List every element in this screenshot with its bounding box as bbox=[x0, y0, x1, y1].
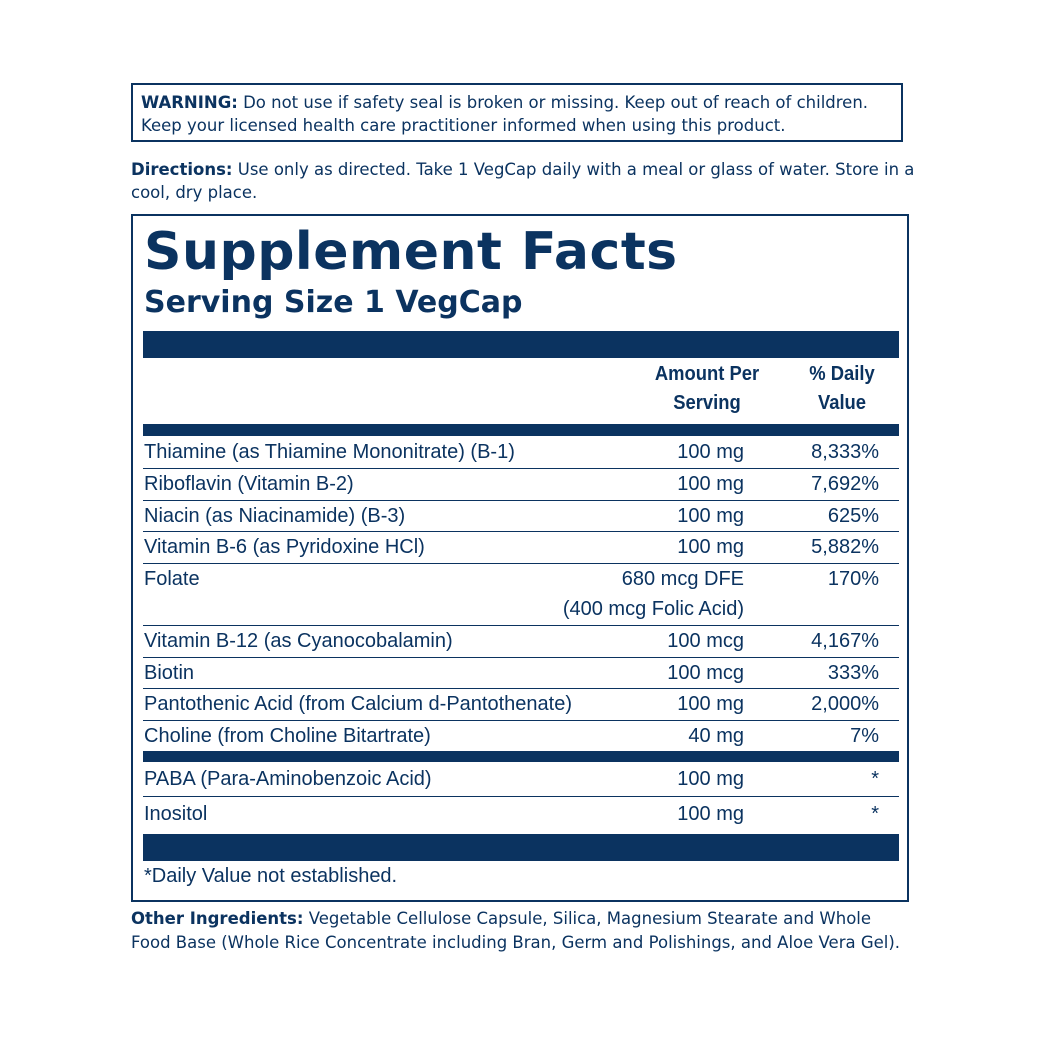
directions-label: Directions: bbox=[131, 160, 233, 179]
column-header-dv-line2: Value bbox=[817, 392, 867, 414]
nutrient-daily-value: 7,692% bbox=[811, 473, 879, 495]
column-header-amount bbox=[646, 360, 767, 418]
nutrient-daily-value: 625% bbox=[827, 505, 879, 527]
table-row bbox=[143, 437, 899, 469]
nutrient-amount: 100 mg bbox=[677, 505, 744, 527]
nutrient-name: Niacin (as Niacinamide) (B-3) bbox=[144, 505, 406, 527]
table-row bbox=[143, 626, 899, 658]
nutrient-name: Thiamine (as Thiamine Mononitrate) (B-1) bbox=[144, 441, 515, 463]
nutrient-amount: 100 mg bbox=[677, 441, 744, 463]
directions-text: Use only as directed. Take 1 VegCap daily with a meal or glass of water. Store in a cool, dry place. bbox=[131, 160, 915, 202]
nutrient-name: Riboflavin (Vitamin B-2) bbox=[144, 473, 354, 495]
other-ingredients-label: Other Ingredients: bbox=[131, 909, 304, 928]
thick-divider-header bbox=[143, 424, 899, 436]
nutrient-amount: 100 mcg bbox=[667, 630, 744, 652]
nutrient-amount: 100 mg bbox=[677, 473, 744, 495]
table-row bbox=[143, 658, 899, 689]
other-ingredients-text: Vegetable Cellulose Capsule, Silica, Magnesium Stearate and Whole Food Base (Whole Rice Concentrate including Bran, Germ and Polishings, and Aloe Vera Gel). bbox=[131, 909, 901, 952]
column-header-amount-line2: Serving bbox=[673, 392, 741, 414]
table-row bbox=[143, 501, 899, 532]
table-row bbox=[143, 762, 899, 797]
other-ingredients bbox=[131, 907, 911, 955]
nutrient-name: Pantothenic Acid (from Calcium d-Pantothenate) bbox=[144, 693, 572, 715]
nutrient-name: Choline (from Choline Bitartrate) bbox=[144, 725, 431, 747]
table-row bbox=[143, 721, 899, 751]
warning-text: Do not use if safety seal is broken or missing. Keep out of reach of children. Keep your licensed health care practitioner informed when using this product. bbox=[141, 93, 869, 135]
thick-divider-top bbox=[143, 331, 899, 358]
facts-title: Supplement Facts bbox=[144, 222, 678, 282]
nutrient-daily-value: 333% bbox=[827, 662, 879, 684]
nutrient-daily-value: 4,167% bbox=[811, 630, 879, 652]
warning-label: WARNING: bbox=[141, 93, 238, 112]
column-header-amount-line1: Amount Per bbox=[654, 363, 760, 385]
column-header-dv-line1: % Daily bbox=[809, 363, 875, 385]
nutrient-daily-value: 7% bbox=[850, 725, 879, 747]
table-row bbox=[143, 689, 899, 721]
nutrient-daily-value: * bbox=[871, 768, 879, 790]
thick-divider-middle bbox=[143, 751, 899, 762]
table-row bbox=[143, 564, 899, 626]
nutrient-name: Biotin bbox=[144, 662, 195, 684]
nutrient-daily-value: 8,333% bbox=[811, 441, 879, 463]
warning-box bbox=[131, 83, 903, 142]
table-row bbox=[143, 797, 899, 832]
column-header-daily-value bbox=[791, 360, 892, 418]
serving-size: Serving Size 1 VegCap bbox=[144, 285, 523, 320]
nutrient-amount: 100 mg bbox=[677, 803, 744, 825]
nutrient-daily-value: 170% bbox=[827, 568, 879, 590]
nutrient-name: Inositol bbox=[144, 803, 208, 825]
nutrient-amount: 100 mg bbox=[677, 693, 744, 715]
nutrient-name: Folate bbox=[144, 568, 200, 590]
nutrient-name: Vitamin B-12 (as Cyanocobalamin) bbox=[144, 630, 453, 652]
table-row bbox=[143, 532, 899, 564]
nutrient-amount: 100 mg bbox=[677, 768, 744, 790]
nutrient-amount: 680 mcg DFE bbox=[621, 568, 744, 590]
table-row bbox=[143, 469, 899, 501]
nutrient-amount: 40 mg bbox=[688, 725, 744, 747]
directions bbox=[131, 158, 921, 204]
nutrient-amount: 100 mg bbox=[677, 536, 744, 558]
nutrient-daily-value: * bbox=[871, 803, 879, 825]
thick-divider-bottom bbox=[143, 834, 899, 861]
nutrient-name: PABA (Para-Aminobenzoic Acid) bbox=[144, 768, 432, 790]
nutrient-daily-value: 5,882% bbox=[811, 536, 879, 558]
nutrient-amount: 100 mcg bbox=[667, 662, 744, 684]
nutrient-amount-detail: (400 mcg Folic Acid) bbox=[562, 598, 744, 620]
nutrient-name: Vitamin B-6 (as Pyridoxine HCl) bbox=[144, 536, 425, 558]
supplement-facts-panel bbox=[131, 214, 909, 902]
daily-value-footnote: *Daily Value not established. bbox=[144, 865, 398, 887]
nutrient-daily-value: 2,000% bbox=[811, 693, 879, 715]
